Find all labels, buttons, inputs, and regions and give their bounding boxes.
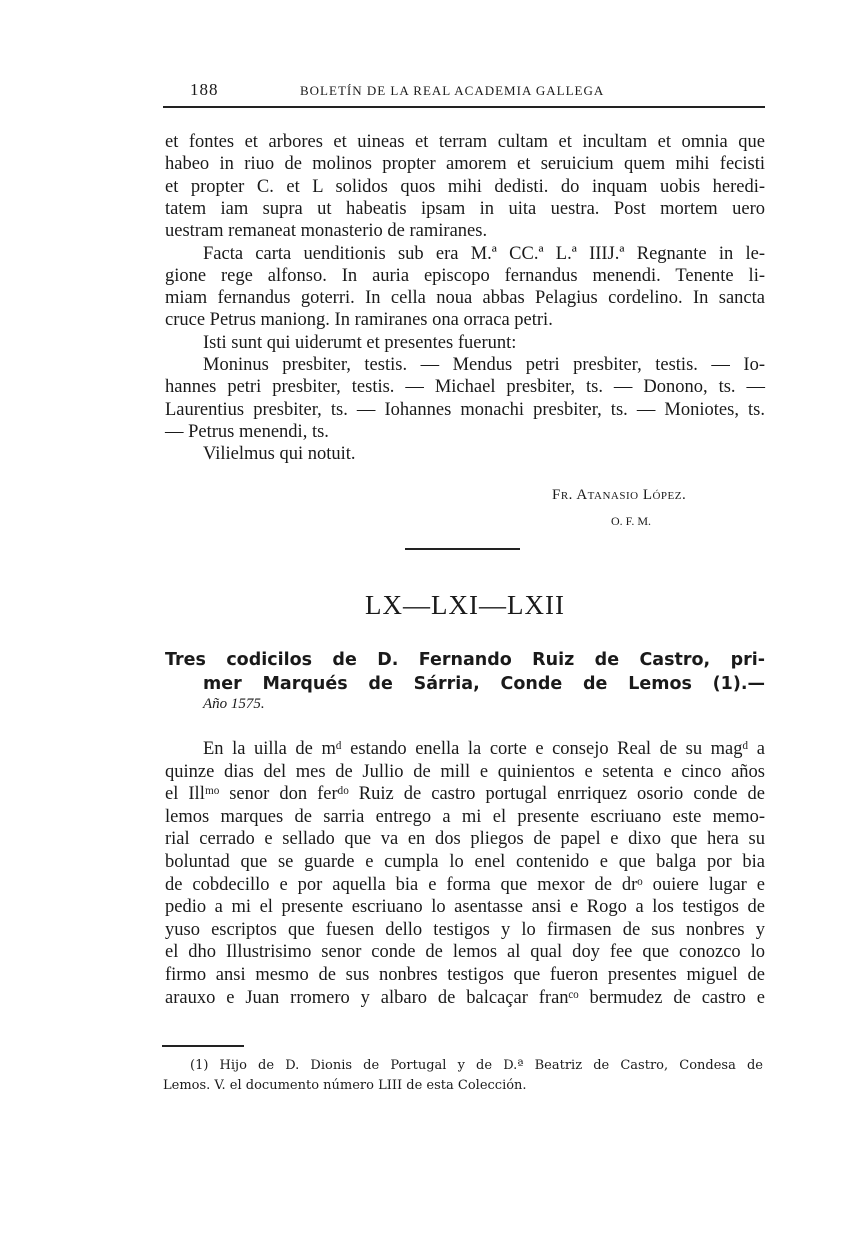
section-separator [405,548,520,550]
title-line: mer Marqués de Sárria, Conde de Lemos (1).— [203,674,765,694]
running-title: BOLETÍN DE LA REAL ACADEMIA GALLEGA [300,83,605,98]
document-year: Año 1575. [203,696,265,712]
text-line: rial cerrado e sellado que va en dos pliegos de papel e dixo que hera su [165,829,765,850]
title-line: Tres codicilos de D. Fernando Ruiz de Castro, pri- [165,650,765,670]
text-line: miam fernandus goterri. In cella noua abbas Pelagius cordelino. In sancta [165,288,765,309]
text-line: et propter C. et L solidos quos mihi dedisti. do inquam uobis heredi- [165,176,765,197]
text-line: Laurentius presbiter, ts. — Iohannes monachi presbiter, ts. — Moniotes, ts. [165,399,765,420]
text-line: el Illᵐᵒ senor don ferᵈᵒ Ruiz de castro portugal enrriquez osorio conde de [165,784,765,805]
page-number: 188 [190,80,219,99]
text-line: uestram remaneat monasterio de ramiranes. [165,221,488,242]
order-abbreviation: O. F. M. [611,514,652,528]
text-line: yuso escriptos que fuesen dello testigos y lo firmasen de sus nonbres y [165,919,765,940]
signature: Fr. Atanasio López. [552,487,687,503]
text-line: — Petrus menendi, ts. [165,421,329,442]
text-line: En la uilla de mᵈ estando enella la corte e consejo Real de su magᵈ a [203,739,765,759]
text-line: el dho Illustrisimo senor conde de lemos al qual doy fee que conozco lo [165,942,765,963]
footnote-rule [162,1045,244,1047]
text-line: boluntad que se guarde e cumpla lo enel contenido e que balga por bia [165,852,765,872]
text-line: hannes petri presbiter, testis. — Michael presbiter, ts. — Donono, ts. — [165,377,765,398]
text-line: firmo ansi mesmo de sus nonbres testigos que fueron presentes miguel de [165,965,765,985]
text-line: et fontes et arbores et uineas et terram cultam et incultam et omnia que [165,132,765,152]
text-line: Facta carta uenditionis sub era M.ª CC.ª L.ª IIIJ.ª Regnante in le- [203,243,765,264]
text-line: Vilielmus qui notuit. [203,444,356,465]
text-line: habeo in riuo de molinos propter amorem et seruicium quem mihi fecisti [165,154,765,175]
text-line: tatem iam supra ut habeatis ipsam in uita uestra. Post mortem uero [165,198,765,219]
text-line: de cobdecillo e por aquella bia e forma que mexor de drᵒ ouiere lugar e [165,874,765,895]
text-line: pedio a mi el presente escriuano lo asentasse ansi e Rogo a los testigos de [165,897,765,918]
header-rule [163,106,765,108]
footnote-line: (1) Hijo de D. Dionis de Portugal y de D.ª Beatriz de Castro, Condesa de [190,1058,763,1073]
text-line: gione rege alfonso. In auria episcopo fernandus menendi. Tenente li- [165,265,765,286]
text-line: arauxo e Juan rromero y albaro de balcaçar franᶜᵒ bermudez de castro e [165,987,765,1008]
document-number: LX—LXI—LXII [365,590,565,620]
text-line: cruce Petrus maniong. In ramiranes ona orraca petri. [165,310,553,331]
text-line: Isti sunt qui uiderumt et presentes fuerunt: [203,332,517,353]
footnote-line: Lemos. V. el documento número LIII de esta Colección. [163,1078,527,1093]
text-line: lemos marques de sarria entrego a mi el presente escriuano este memo- [165,806,765,827]
text-line: quinze dias del mes de Jullio de mill e quinientos e setenta e cinco años [165,761,765,782]
text-line: Moninus presbiter, testis. — Mendus petri presbiter, testis. — Io- [203,355,765,375]
